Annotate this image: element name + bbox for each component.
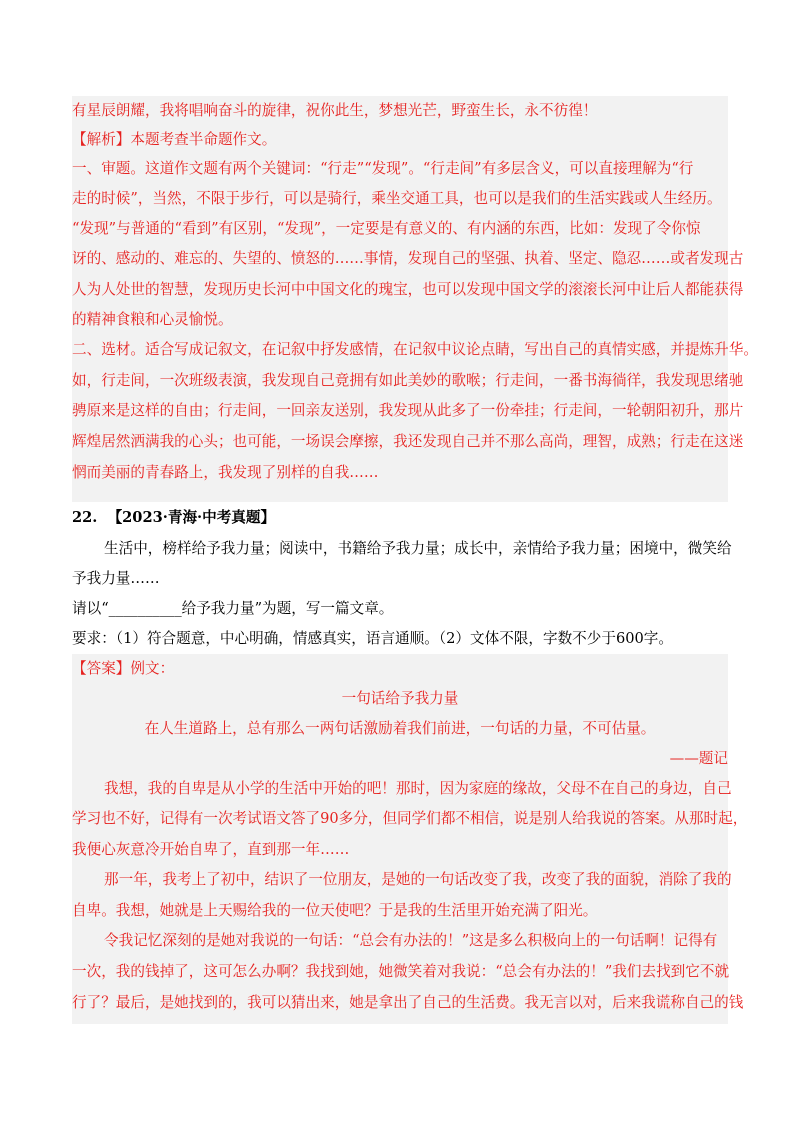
analysis-line: 一、审题。这道作文题有两个关键词：“行走”“发现”。“行走间”有多层含义，可以直接理解为“行 (72, 160, 694, 177)
essay-paragraph-line: 一次，我的钱掉了，这可怎么办啊？我找到她，她微笑着对我说：“总会有办法的！”我们去找到它不就 (72, 963, 730, 980)
epigraph-credit: ——题记 (669, 750, 728, 767)
essay-paragraph-line: 学习也不好，记得有一次考试语文答了90多分，但同学们都不相信，说是别人给我说的答案。从那时起， (72, 810, 748, 827)
analysis-line: 有星辰朗耀，我将唱响奋斗的旋律，祝你此生，梦想光芒，野蛮生长，永不彷徨！ (72, 102, 598, 119)
essay-paragraph-line: 自卑。我想，她就是上天赐给我的一位天使吧？于是我的生活里开始充满了阳光。 (72, 902, 598, 919)
essay-paragraph-line: 令我记忆深刻的是她对我说的一句话：“总会有办法的！”这是多么积极向上的一句话啊！记得有 (104, 932, 718, 949)
question-prompt-line: 生活中，榜样给予我力量；阅读中，书籍给予我力量；成长中，亲情给予我力量；困境中，微笑给 (104, 540, 732, 557)
essay-paragraph-line: 我便心灰意冷开始自卑了，直到那一年…… (72, 841, 350, 858)
analysis-line: “发现”与普通的“看到”有区别，“发现”，一定要是有意义的、有内涵的东西，比如：发现了令你惊 (72, 220, 701, 237)
analysis-line: 讶的、感动的、难忘的、失望的、愤怒的……事情，发现自己的坚强、执着、坚定、隐忍……或者发现古 (72, 250, 744, 267)
question-instruction: 请以“__________给予我力量”为题，写一篇文章。 (72, 600, 394, 617)
question-source: 【2023·青海·中考真题】 (107, 509, 276, 526)
question-header (72, 508, 732, 528)
essay-epigraph: 在人生道路上，总有那么一两句话激励着我们前进，一句话的力量，不可估量。 (144, 720, 656, 737)
question-prompt-line: 予我力量…… (72, 570, 160, 587)
answer-label: 【答案】 (72, 660, 131, 677)
essay-title: 一句话给予我力量 (341, 690, 459, 707)
analysis-line: 的精神食粮和心灵愉悦。 (72, 311, 233, 328)
analysis-line: 如，行走间，一次班级表演，我发现自己竟拥有如此美妙的歌喉；行走间，一番书海徜徉，我发现思绪驰 (72, 372, 744, 389)
analysis-line: 骋原来是这样的自由；行走间，一回亲友送别，我发现从此多了一份牵挂；行走间，一轮朝阳初升，那片 (72, 402, 744, 419)
analysis-line: 走的时候”，当然，不限于步行，可以是骑行，乘坐交通工具，也可以是我们的生活实践或人生经历。 (72, 190, 722, 207)
essay-paragraph-line: 我想，我的自卑是从小学的生活中开始的吧！那时，因为家庭的缘故，父母不在自己的身边，自己 (104, 780, 732, 797)
analysis-line: 二、选材。适合写成记叙文，在记叙中抒发感情，在记叙中议论点睛，写出自己的真情实感，并提炼升华。 (72, 341, 758, 358)
question-requirement: 要求：（1）符合题意，中心明确，情感真实，语言通顺。（2）文体不限，字数不少于600字。 (72, 630, 673, 647)
analysis-line: 人为人处世的智慧，发现历史长河中中国文化的瑰宝，也可以发现中国文学的滚滚长河中让后人都能获得 (72, 281, 744, 298)
analysis-line: 惘而美丽的青春路上，我发现了别样的自我…… (72, 464, 379, 481)
answer-label-line (72, 659, 732, 679)
essay-paragraph-line: 那一年，我考上了初中，结识了一位朋友，是她的一句话改变了我，改变了我的面貌，消除了我的 (104, 871, 732, 888)
question-number: 22. (72, 509, 98, 526)
essay-paragraph-line: 行了？最后，是她找到的，我可以猜出来，她是拿出了自己的生活费。我无言以对，后来我谎称自己的钱 (72, 994, 744, 1011)
answer-label-suffix: 例文： (130, 660, 175, 677)
analysis-heading: 【解析】本题考查半命题作文。 (72, 131, 277, 148)
analysis-line: 辉煌居然洒满我的心头；也可能，一场误会摩擦，我还发现自己并不那么高尚，理智，成熟；行走在这迷 (72, 433, 744, 450)
